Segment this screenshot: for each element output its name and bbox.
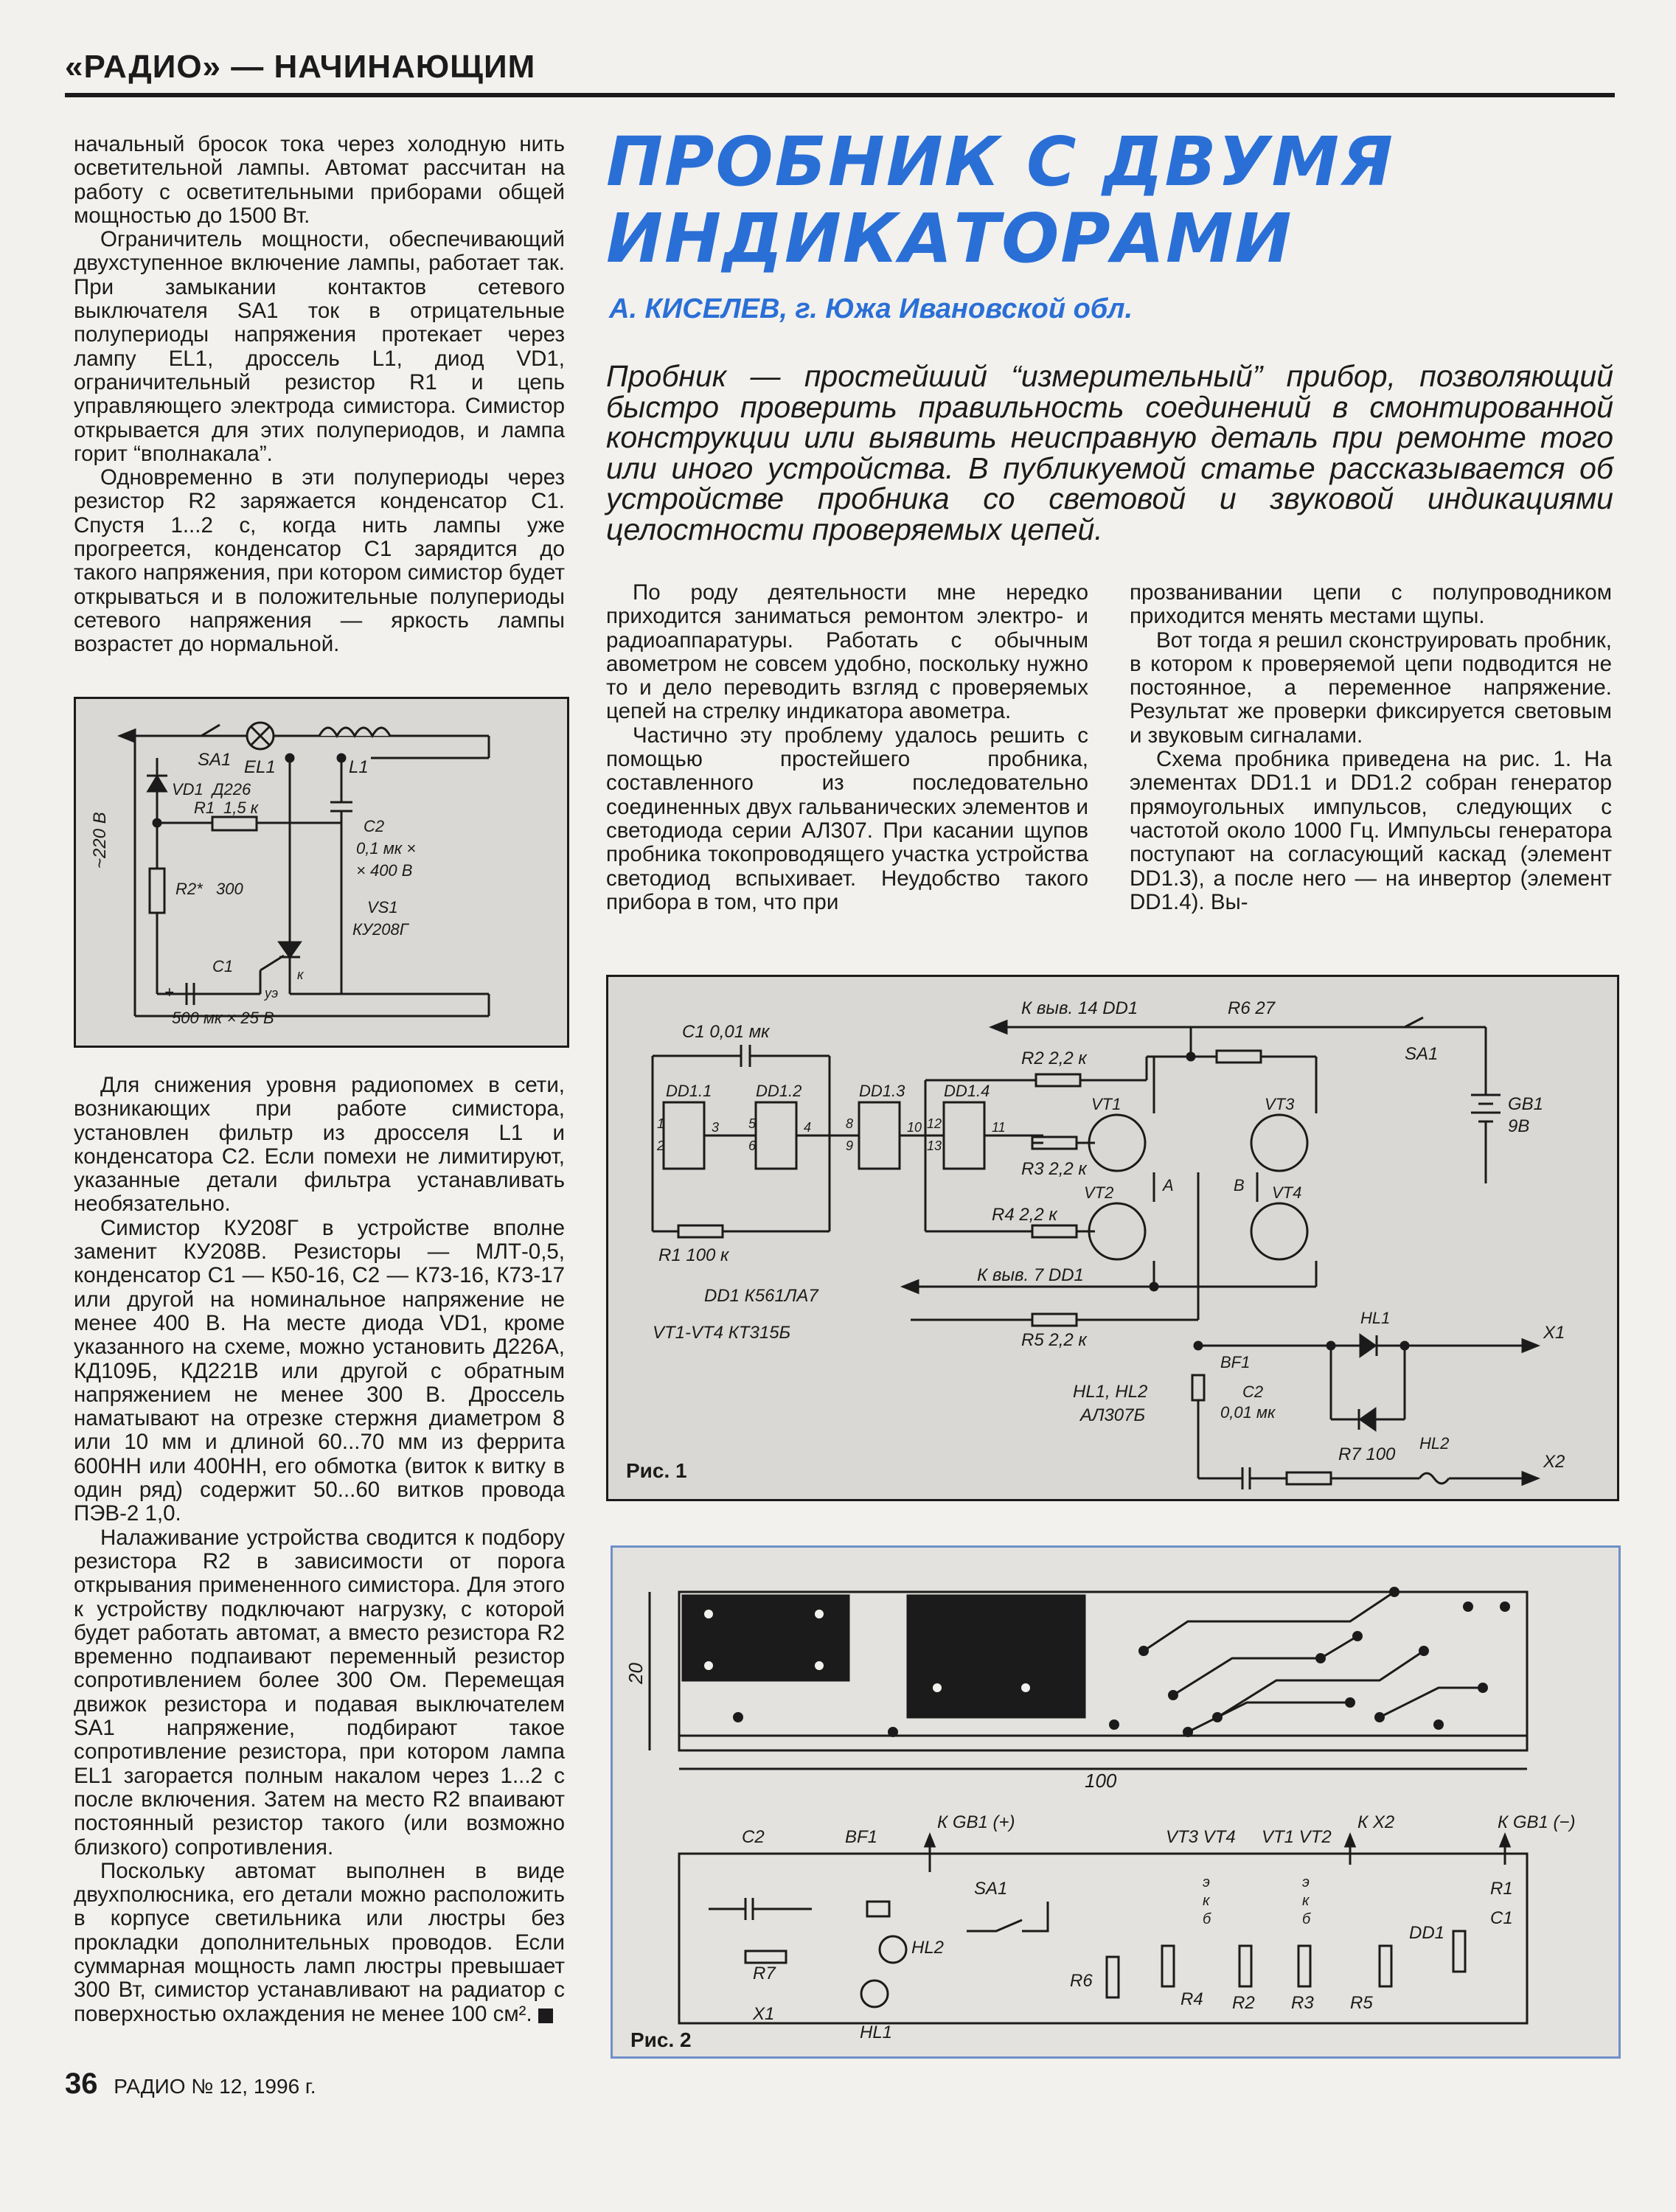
label-hl1: HL1 <box>1360 1309 1391 1327</box>
label-c1-val: 500 мк × 25 В <box>172 1009 274 1027</box>
paragraph: Для снижения уровня радиопомех в сети, возникающих при работе симистора, установлен фильтр из дросселя L1 и конденсатора C2. Если помехи не лимитируют, указанные детали фильтра устанавливать необязательно. <box>74 1073 565 1217</box>
label-r2: R2 2,2 к <box>1021 1048 1087 1068</box>
pin-label: 4 <box>804 1120 812 1135</box>
pin-label: 6 <box>748 1138 757 1153</box>
pin-label: э <box>1203 1874 1210 1891</box>
dim-width: 100 <box>1085 1770 1117 1792</box>
label-node-b: В <box>1234 1176 1245 1194</box>
label-top: К X2 <box>1357 1812 1395 1832</box>
left-column-bottom <box>74 1074 565 2026</box>
label-r4: R4 2,2 к <box>992 1205 1057 1225</box>
label-vt4: VT4 <box>1272 1183 1302 1202</box>
paragraph-text: Поскольку автомат выполнен в виде двухполюсника, его детали можно расположить в корпусе светильника или люстры без прокладки дополнительных проводов. Если суммарная мощность ламп люстры превышает 300 Вт, симистор устанавливают на радиатор с поверхностью охлаждения не менее 100 см². <box>74 1858 565 2026</box>
label-c2-val2: × 400 В <box>356 861 413 880</box>
paragraph: Налаживание устройства сводится к подбору резистора R2 в зависимости от порога открывания примененного симистора. Для этого к устройству подключают нагрузку, с которой будет работать автомат, а вместо резистора R2 временно подпаивают переменный резистор сопротивлением более 300 Ом. Перемещая движок резистора и подавая выключателем SA1 напряжение, подбирают такое сопротивление резистора, при котором лампа EL1 загорается полным накалом через 1...2 с после включения. Затем на место R2 впаивают постоянный резистор такого (или возможно близкого) сопротивления. <box>74 1525 565 1860</box>
pin-label: 8 <box>846 1116 854 1131</box>
header-rule <box>65 93 1615 97</box>
label-part: X1 <box>753 2004 775 2024</box>
figure-2 <box>611 1545 1621 2059</box>
label-top: К GB1 (+) <box>937 1812 1015 1832</box>
left-figure <box>74 697 569 1048</box>
issue-info: РАДИО № 12, 1996 г. <box>114 2075 316 2098</box>
pin-label: 13 <box>927 1138 942 1153</box>
pin-label: 11 <box>992 1120 1006 1135</box>
pin-label: 10 <box>907 1120 922 1135</box>
author: А. КИСЕЛЕВ, г. Южа Ивановской обл. <box>609 293 1133 324</box>
label-vt1: VT1 <box>1091 1095 1122 1113</box>
label-dd14: DD1.4 <box>944 1082 990 1100</box>
label-dd1-type: DD1 К561ЛА7 <box>704 1286 818 1306</box>
label-part: R6 <box>1070 1971 1093 1991</box>
paragraph: Частично эту проблему удалось решить с помощью простейшего пробника, составленного из последовательно соединенных двух гальванических элементов и светодиода серии АЛ307. При касании щупов пробника токопроводящего участка устройства светодиод вспыхивает. Неудобство такого прибора в том, что при <box>606 723 1088 914</box>
pin-label: 3 <box>712 1120 720 1135</box>
label-r1-val: 1,5 к <box>223 799 259 817</box>
pin-label: к <box>1203 1893 1210 1909</box>
label-x2: X2 <box>1543 1452 1565 1472</box>
label-c1: C1 <box>212 957 234 975</box>
label-r5: R5 2,2 к <box>1021 1330 1087 1350</box>
paragraph: Симистор КУ208Г в устройстве вполне заменит КУ208В. Резисторы — МЛТ-0,5, конденсатор C1 — К50-16, C2 — К73-16, К73-17 или другой на номинальное напряжение не менее 400 В. На месте диода VD1, кроме указанного на схеме, можно установить Д226А, КД109Б, КД221В или другой с обратным напряжением не менее 300 В. Дроссель наматывают на отрезке стержня диаметром 8 или 10 мм и длиной 60...70 мм из феррита 600НН или 400НН, его обмотка (виток к витку в один ряд) содержит 50...60 витков провода ПЭВ-2 1,0. <box>74 1215 565 1526</box>
paragraph: Одновременно в эти полупериоды через резистор R2 заряжается конденсатор C1. Спустя 1...2 с, когда нить лампы уже прогреется, конденсатор C1 зарядится до такого напряжения, при котором симистор будет открываться и в положительные полупериоды сетевого напряжения — яркость лампы возрастет до нормальной. <box>74 465 565 657</box>
label-r2-val: 300 <box>216 880 243 898</box>
pin-label: 12 <box>927 1116 942 1131</box>
label-l1: L1 <box>349 757 369 777</box>
left-column-top <box>74 133 565 657</box>
figure-1-caption: Рис. 1 <box>626 1459 687 1482</box>
middle-column <box>606 581 1088 914</box>
paragraph: начальный бросок тока через холодную нить осветительной лампы. Автомат рассчитан на работу с осветительными приборами общей мощностью до 1500 Вт. <box>74 132 565 228</box>
figure-1 <box>606 975 1619 1501</box>
label-part: HL1 <box>860 2023 893 2042</box>
label-vd1: VD1 <box>172 780 204 799</box>
label-top: BF1 <box>845 1827 878 1847</box>
label-r3: R3 2,2 к <box>1021 1159 1087 1179</box>
pin-label: 5 <box>748 1116 757 1131</box>
paragraph: Схема пробника приведена на рис. 1. На элементах DD1.1 и DD1.2 собран генератор прямоугольных импульсов, следующих с частотой около 1000 Гц. Импульсы генератора поступают на согласующий каскад (элемент DD1.3), а после него — на инвертор (элемент DD1.4). Вы- <box>1130 747 1612 914</box>
label-r6: R6 27 <box>1228 998 1276 1018</box>
pin-label: 9 <box>846 1138 854 1153</box>
paragraph <box>74 1860 565 2026</box>
label-top: VT3 VT4 <box>1166 1827 1236 1847</box>
label-pin-ue: уэ <box>265 986 279 1001</box>
label-vs1: VS1 <box>367 898 398 917</box>
pin-label: э <box>1302 1874 1310 1891</box>
label-hl-type1: HL1, HL2 <box>1073 1382 1148 1402</box>
label-x1: X1 <box>1543 1323 1565 1343</box>
pcb-drawing <box>613 1548 1618 2056</box>
label-sa1: SA1 <box>1405 1044 1439 1064</box>
label-r7: R7 100 <box>1338 1444 1396 1464</box>
label-gb1: GB1 <box>1508 1094 1544 1114</box>
label-mains: ~220 В <box>90 812 110 869</box>
label-part: R3 <box>1291 1993 1314 2013</box>
paragraph: Ограничитель мощности, обеспечивающий двухступенное включение лампы, работает так. При замыкании контактов сетевого выключателя SA1 ток в отрицательные полупериоды напряжения протекает через лампу EL1, дроссель L1, диод VD1, ограничительный резистор R1 и цепь управляющего электрода симистора. Симистор открывается для этих полупериодов, и лампа горит “вполнакала”. <box>74 227 565 466</box>
dim-height: 20 <box>625 1663 647 1684</box>
label-pin-k: к <box>297 967 304 982</box>
pin-label: 2 <box>657 1138 665 1153</box>
pin-label: б <box>1203 1911 1211 1927</box>
footer <box>65 2067 316 2101</box>
pin-label: к <box>1302 1893 1310 1909</box>
label-c2: C2 <box>364 817 385 835</box>
label-part: DD1 <box>1409 1923 1445 1943</box>
label-supply: К выв. 14 DD1 <box>1021 998 1138 1018</box>
label-vt3: VT3 <box>1265 1095 1295 1113</box>
label-gb1-val: 9В <box>1508 1116 1530 1136</box>
paragraph: По роду деятельности мне нередко приходится заниматься ремонтом электро- и радиоаппаратуры. Работать с обычным авометром не совсем удобно, поскольку нужно то и дело переводить взгляд с проверяемых цепей на стрелку индикатора авометра. <box>606 580 1088 724</box>
label-plus: + <box>164 983 174 1001</box>
label-part: R2 <box>1232 1993 1255 2013</box>
paragraph: прозванивании цепи с полупроводником приходится менять местами щупы. <box>1130 580 1612 629</box>
label-vs1-type: КУ208Г <box>352 920 408 939</box>
label-bf1: BF1 <box>1220 1353 1251 1371</box>
right-column <box>1130 581 1612 914</box>
title-line: ИНДИКАТОРАМИ <box>606 199 1293 278</box>
label-dd11: DD1.1 <box>666 1082 712 1100</box>
label-top: К GB1 (−) <box>1498 1812 1576 1832</box>
end-mark-icon <box>538 2008 553 2023</box>
label-vd1-type: Д226 <box>212 780 251 799</box>
label-r2: R2* <box>175 880 203 898</box>
label-c2-val1: 0,1 мк × <box>356 839 417 858</box>
page-number: 36 <box>65 2067 98 2100</box>
label-r1: R1 100 к <box>658 1245 729 1265</box>
figure-2-caption: Рис. 2 <box>630 2028 692 2051</box>
label-c2-val: 0,01 мк <box>1220 1403 1276 1422</box>
lead-paragraph: Пробник — простейший “измерительный” прибор, позволяющий быстро проверить правильность соединений в смонтированной конструкции или выявить неисправную деталь при ремонте того или иного устройства. В публикуемой статье рассказывается об устройстве пробника со световой и звуковой индикациями целостности проверяемых цепей. <box>606 359 1613 546</box>
label-dd13: DD1.3 <box>859 1082 905 1100</box>
paragraph: Вот тогда я решил сконструировать пробник, в котором к проверяемой цепи подводится не постоянное, а переменное напряжение. Результат же проверки фиксируется световым и звуковым сигналами. <box>1130 627 1612 748</box>
label-dd12: DD1.2 <box>756 1082 802 1100</box>
label-top: C2 <box>742 1827 765 1847</box>
label-part: R7 <box>753 1964 776 1983</box>
label-node-a: А <box>1163 1176 1174 1194</box>
probe-schematic <box>608 977 1617 1499</box>
label-vt-type: VT1-VT4 КТ315Б <box>653 1323 791 1343</box>
pin-label: б <box>1302 1911 1311 1927</box>
label-vt2: VT2 <box>1084 1183 1114 1202</box>
label-hl-type2: АЛ307Б <box>1080 1405 1146 1425</box>
dimmer-schematic <box>76 699 567 1046</box>
label-top: VT1 VT2 <box>1262 1827 1332 1847</box>
label-part: C1 <box>1490 1908 1513 1928</box>
label-part: R5 <box>1350 1993 1373 2013</box>
label-part: R1 <box>1490 1879 1513 1899</box>
pin-label: 1 <box>657 1116 665 1131</box>
label-el1: EL1 <box>244 757 276 777</box>
title-line: ПРОБНИК С ДВУМЯ <box>606 122 1394 201</box>
label-hl2: HL2 <box>1419 1434 1450 1453</box>
label-c1: C1 0,01 мк <box>682 1022 770 1042</box>
label-part: R4 <box>1180 1989 1203 2009</box>
section-header: «РАДИО» — НАЧИНАЮЩИМ <box>65 49 536 85</box>
label-part: HL2 <box>911 1938 945 1958</box>
label-part: SA1 <box>974 1879 1008 1899</box>
label-c2: C2 <box>1242 1382 1264 1401</box>
label-gnd: К выв. 7 DD1 <box>977 1265 1084 1285</box>
label-sa1: SA1 <box>198 750 232 770</box>
article-title <box>606 124 1609 277</box>
label-r1: R1 <box>194 799 215 817</box>
